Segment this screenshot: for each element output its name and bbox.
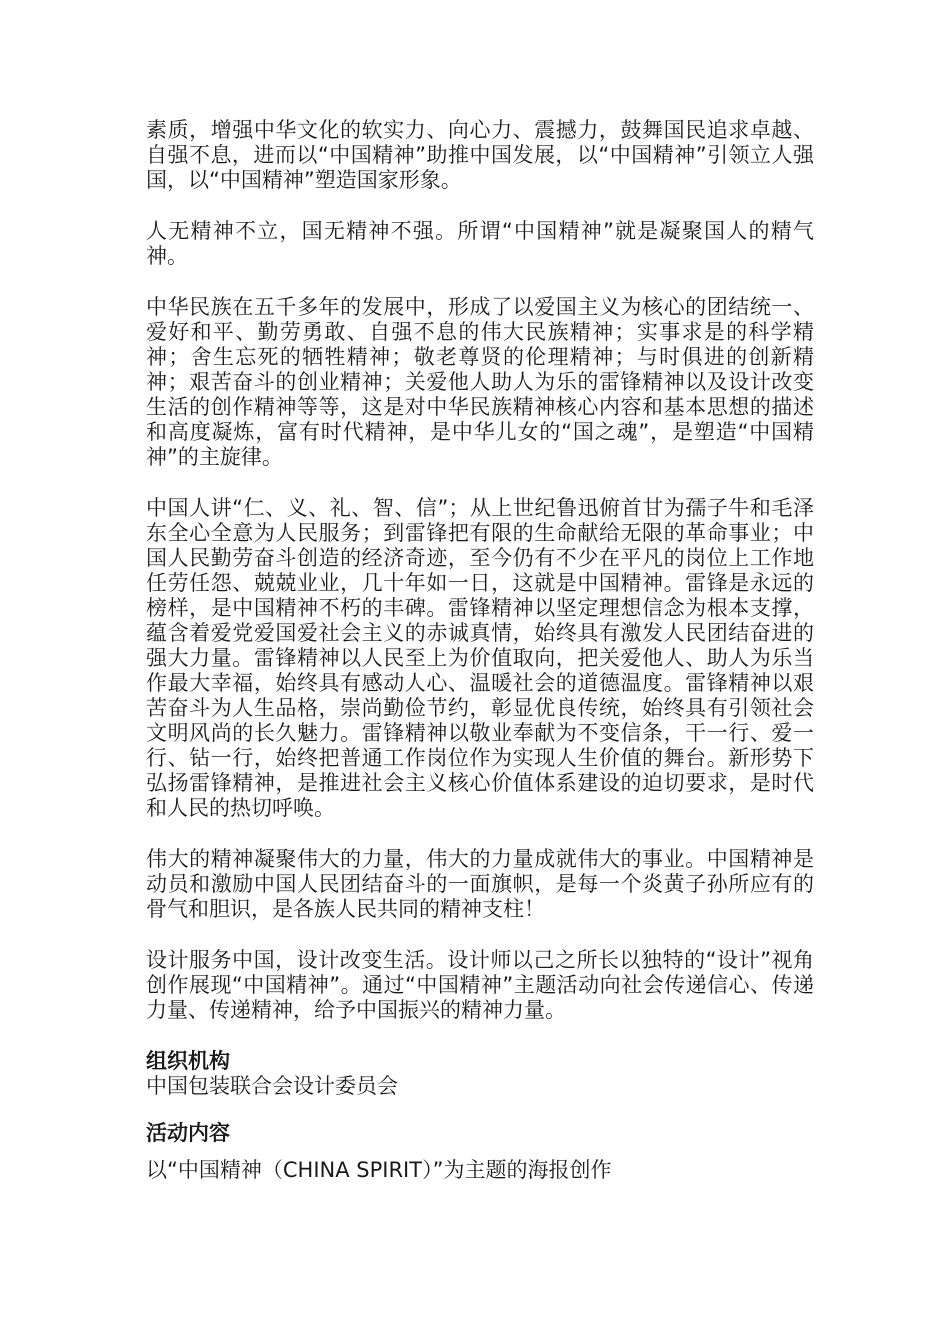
paragraph-spirit-definition: 人无精神不立，国无精神不强。所谓“中国精神”就是凝聚国人的精气神。 bbox=[146, 219, 814, 268]
paragraph-national-spirit: 中华民族在五千多年的发展中，形成了以爱国主义为核心的团结统一、爱好和平、勤劳勇敢、自强不息的伟大民族精神；实事求是的科学精神；舍生忘死的牺牲精神；敬老尊贤的伦理精神；与时俱进的创新精神；艰苦奋斗的创业精神；关爱他人助人为乐的雷锋精神以及设计改变生活的创作精神等等，这是对中华民族精神核心内容和基本思想的描述和高度凝炼，富有时代精神，是中华儿女的“国之魂”，是塑造“中国精神”的主旋律。 bbox=[146, 295, 814, 469]
activity-heading: 活动内容 bbox=[146, 1121, 230, 1145]
organization-name: 中国包装联合会设计委员会 bbox=[146, 1074, 398, 1098]
document-page bbox=[146, 118, 814, 1183]
organization-heading: 组织机构 bbox=[146, 1049, 230, 1073]
activity-content: 以“中国精神（CHINA SPIRIT）”为主题的海报创作 bbox=[146, 1158, 612, 1182]
paragraph-leifeng-spirit: 中国人讲“仁、义、礼、智、信”；从上世纪鲁迅俯首甘为孺子牛和毛泽东全心全意为人民服务；到雷锋把有限的生命献给无限的革命事业；中国人民勤劳奋斗创造的经济奇迹，至今仍有不少在平凡的岗位上工作地任劳任怨、兢兢业业，几十年如一日，这就是中国精神。雷锋是永远的榜样，是中国精神不朽的丰碑。雷锋精神以坚定理想信念为根本支撑，蕴含着爱党爱国爱社会主义的赤诚真情，始终具有激发人民团结奋进的强大力量。雷锋精神以人民至上为价值取向，把关爱他人、助人为乐当作最大幸福，始终具有感动人心、温暖社会的道德温度。雷锋精神以艰苦奋斗为人生品格，崇尚勤俭节约，彰显优良传统，始终具有引领社会文明风尚的长久魅力。雷锋精神以敬业奉献为不变信条，干一行、爱一行、钻一行，始终把普通工作岗位作为实现人生价值的舞台。新形势下弘扬雷锋精神，是推进社会主义核心价值体系建设的迫切要求，是时代和人民的热切呼唤。 bbox=[146, 496, 814, 820]
paragraph-great-power: 伟大的精神凝聚伟大的力量，伟大的力量成就伟大的事业。中国精神是动员和激励中国人民团结奋斗的一面旗帜，是每一个炎黄子孙所应有的骨气和胆识，是各族人民共同的精神支柱！ bbox=[146, 847, 814, 921]
paragraph-intro-continuation: 素质，增强中华文化的软实力、向心力、震撼力，鼓舞国民追求卓越、自强不息，进而以“中国精神”助推中国发展，以“中国精神”引领立人强国，以“中国精神”塑造国家形象。 bbox=[146, 118, 814, 192]
paragraph-design-serves-china: 设计服务中国，设计改变生活。设计师以己之所长以独特的“设计”视角创作展现“中国精神”。通过“中国精神”主题活动向社会传递信心、传递力量、传递精神，给予中国振兴的精神力量。 bbox=[146, 948, 814, 1022]
